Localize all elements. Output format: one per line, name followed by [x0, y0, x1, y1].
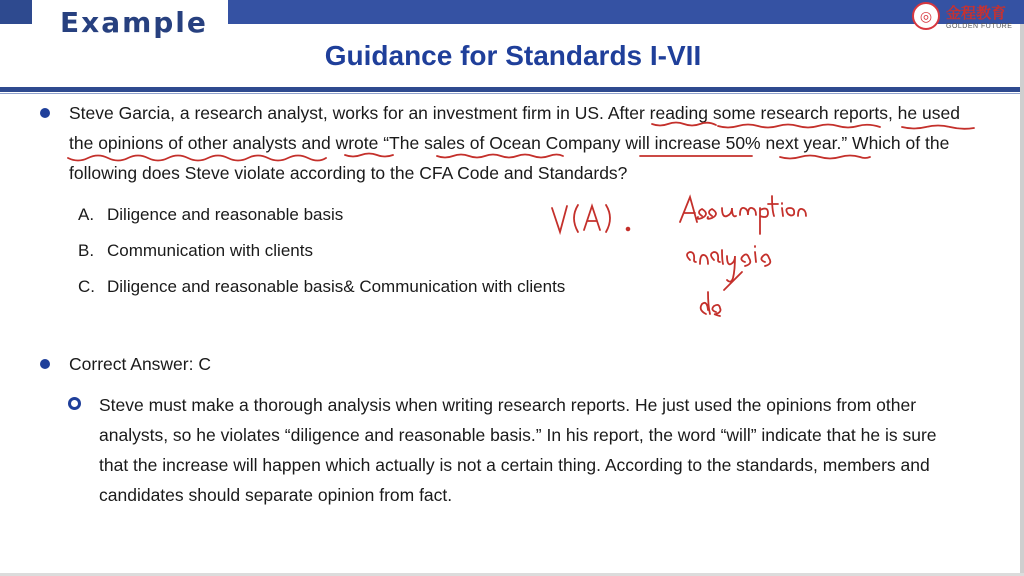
ink-note-a [584, 206, 600, 230]
example-label: Example [60, 6, 208, 39]
logo-emblem-icon: ◎ [912, 2, 940, 30]
answer-label: Correct Answer: C [69, 354, 211, 374]
slide-right-edge [1020, 24, 1024, 576]
option-b [78, 241, 313, 261]
title-divider-thin [0, 93, 1024, 94]
explanation-line-2: analysts, so he violates “diligence and reasonable basis.” In his report, the word “will” indicate that he is sure [99, 425, 937, 445]
option-a-text: Diligence and reasonable basis [107, 205, 344, 224]
ink-note-assumption [680, 196, 806, 234]
ink-note-analysis [687, 246, 770, 282]
ink-note-v [552, 206, 567, 232]
question-line-1: Steve Garcia, a research analyst, works for an investment firm in US. After reading some research reports, he used [69, 103, 960, 123]
slide-title [0, 40, 1024, 72]
logo-text-en: GOLDEN FUTURE [946, 23, 1013, 30]
company-logo [912, 2, 1020, 36]
ink-note-connector [724, 272, 742, 290]
explanation-bullet-icon [68, 397, 81, 410]
header-bar-fill [228, 0, 1024, 24]
question-line-2: the opinions of other analysts and wrote “The sales of Ocean Company will increase 50% next year.” Which of the [69, 133, 950, 153]
option-b-text: Communication with clients [107, 241, 313, 260]
ink-note-paren-open [574, 205, 578, 232]
ink-note-de [701, 292, 721, 316]
option-c-letter: C. [78, 277, 95, 296]
ink-note-paren-close [606, 205, 610, 232]
slide-title-text: Guidance for Standards I-VII [324, 40, 702, 71]
option-a-letter: A. [78, 205, 95, 224]
option-b-letter: B. [78, 241, 95, 260]
explanation-line-1: Steve must make a thorough analysis when writing research reports. He just used the opinions from other [99, 395, 917, 415]
option-a [78, 205, 343, 225]
option-c-text: Diligence and reasonable basis& Communication with clients [107, 277, 566, 296]
logo-text-cn: 金程教育 [946, 4, 1007, 22]
explanation-line-3: that the increase will happen which actually is not a certain thing. According to the standards, members and [99, 455, 930, 475]
answer-bullet-icon [40, 359, 50, 369]
question-bullet-icon [40, 108, 50, 118]
question-line-3: following does Steve violate according to the CFA Code and Standards? [69, 163, 628, 183]
explanation-text [99, 390, 999, 510]
question-text [69, 98, 989, 188]
title-divider [0, 87, 1024, 92]
explanation-line-4: candidates should separate opinion from fact. [99, 485, 453, 505]
ink-note-dot [627, 228, 630, 231]
option-c [78, 277, 565, 297]
